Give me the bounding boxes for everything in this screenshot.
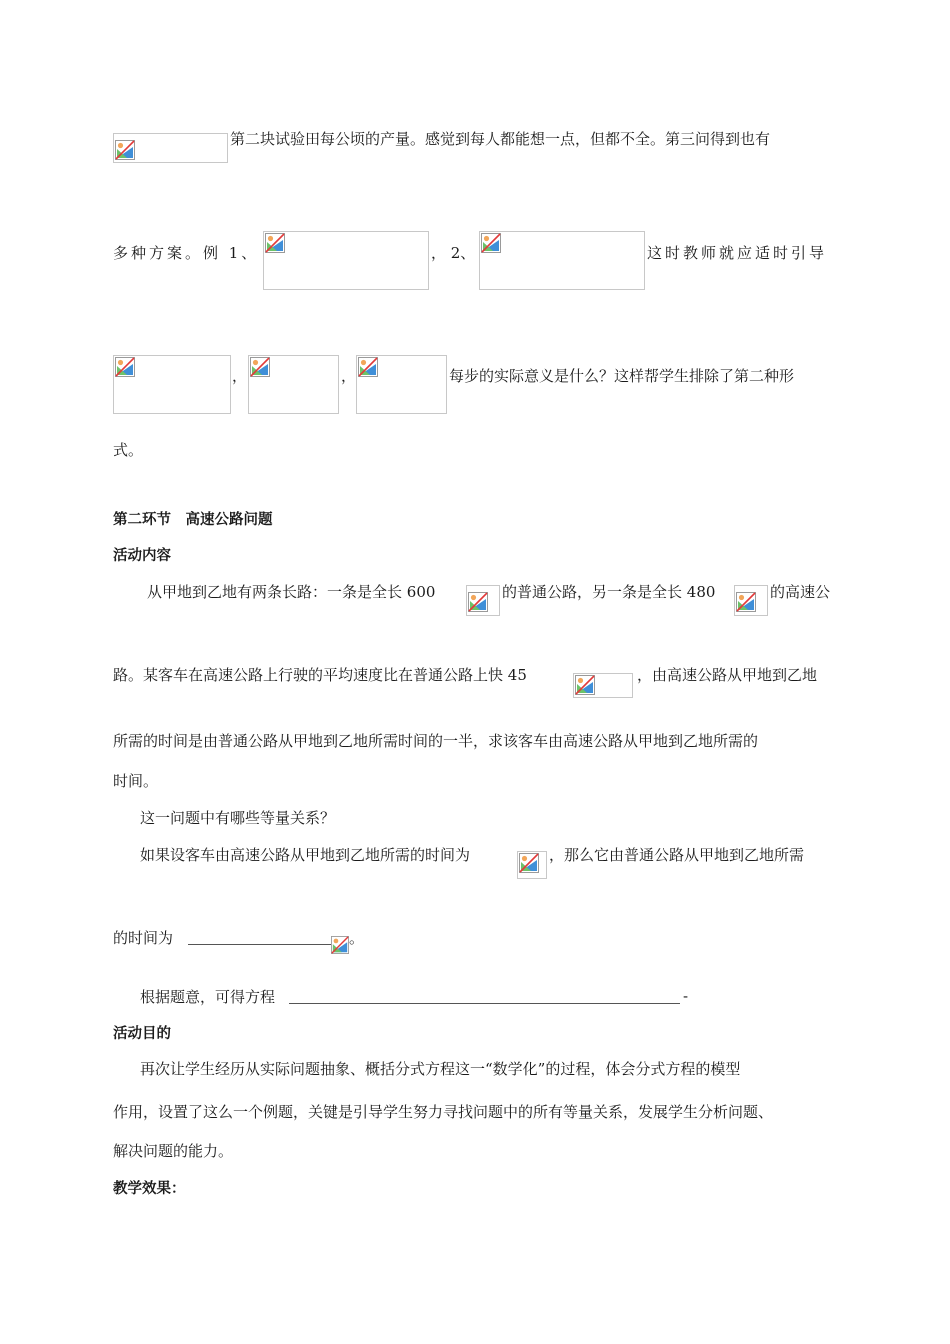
- para1-line3-text: 每步的实际意义是什么？这样帮学生排除了第二种形: [449, 367, 795, 385]
- time-text-a: 的时间为: [113, 929, 174, 947]
- para1-line4: 式。: [113, 441, 144, 459]
- assume-text-b: ，那么它由普通公路从甲地到乙地所需: [549, 846, 805, 864]
- broken-image-icon: [265, 233, 285, 253]
- broken-image-icon: [481, 233, 501, 253]
- problem-line1-a: 从甲地到乙地有两条长路：一条是全长 600: [147, 583, 436, 601]
- time-text-b: 。: [349, 929, 365, 947]
- broken-image-icon: [575, 675, 595, 695]
- assume-text-a: 如果设客车由高速公路从甲地到乙地所需的时间为: [140, 846, 471, 864]
- goal-line1: 再次让学生经历从实际问题抽象、概括分式方程这一“数学化”的过程，体会分式方程的模型: [140, 1060, 741, 1078]
- broken-image-icon: [250, 357, 270, 377]
- formula-image: [113, 133, 228, 163]
- problem-line2-b: ，由高速公路从甲地到乙地: [637, 666, 818, 684]
- broken-image-icon: [115, 357, 135, 377]
- unit-image: [734, 585, 768, 616]
- answer-blank: [188, 944, 331, 945]
- problem-line3: 所需的时间是由普通公路从甲地到乙地所需时间的一半，求该客车由高速公路从甲地到乙地所需的: [113, 732, 759, 750]
- broken-image-icon: [358, 357, 378, 377]
- goal-line2: 作用，设置了这么一个例题，关键是引导学生努力寻找问题中的所有等量关系，发展学生分析问题、: [113, 1103, 774, 1121]
- broken-image-icon: [115, 140, 135, 160]
- problem-line4: 时间。: [113, 772, 159, 790]
- question-text: 这一问题中有哪些等量关系？: [140, 809, 336, 827]
- equation-blank: [289, 1003, 680, 1004]
- para1-line3-sep: ，: [341, 367, 357, 385]
- variable-image: [517, 851, 547, 879]
- activity-goal-label: 活动目的: [113, 1026, 171, 1042]
- section-heading: 第二环节 高速公路问题: [113, 512, 273, 528]
- para1-line2-start: 多种方案。例 1、: [113, 244, 260, 262]
- formula-image: [356, 355, 447, 414]
- activity-content-label: 活动内容: [113, 548, 171, 564]
- broken-image-icon: [519, 853, 539, 873]
- problem-line2-a: 路。某客车在高速公路上行驶的平均速度比在普通公路上快 45: [113, 666, 527, 684]
- broken-image-icon: [331, 936, 349, 954]
- para1-line3-sep: ，: [232, 367, 248, 385]
- broken-image-icon: [736, 592, 756, 612]
- formula-image: [248, 355, 339, 414]
- equation-end: -: [683, 987, 689, 1005]
- problem-line1-c: 的高速公: [770, 583, 831, 601]
- para1-line2-mid: ， 2、: [431, 244, 476, 262]
- goal-line3: 解决问题的能力。: [113, 1142, 234, 1160]
- problem-line1-b: 的普通公路，另一条是全长 480: [502, 583, 716, 601]
- unit-image: [466, 585, 500, 616]
- formula-image: [113, 355, 231, 414]
- broken-image-icon: [468, 592, 488, 612]
- unit-image: [573, 673, 633, 698]
- para1-line1: 第二块试验田每公顷的产量。感觉到每人都能想一点，但都不全。第三问得到也有: [230, 130, 771, 148]
- answer-image: [331, 935, 349, 959]
- para1-line2-end: 这时教师就应适时引导: [647, 244, 828, 262]
- formula-image: [479, 231, 645, 290]
- equation-text: 根据题意，可得方程: [140, 988, 276, 1006]
- formula-image: [263, 231, 429, 290]
- teaching-effect-label: 教学效果：: [113, 1181, 186, 1197]
